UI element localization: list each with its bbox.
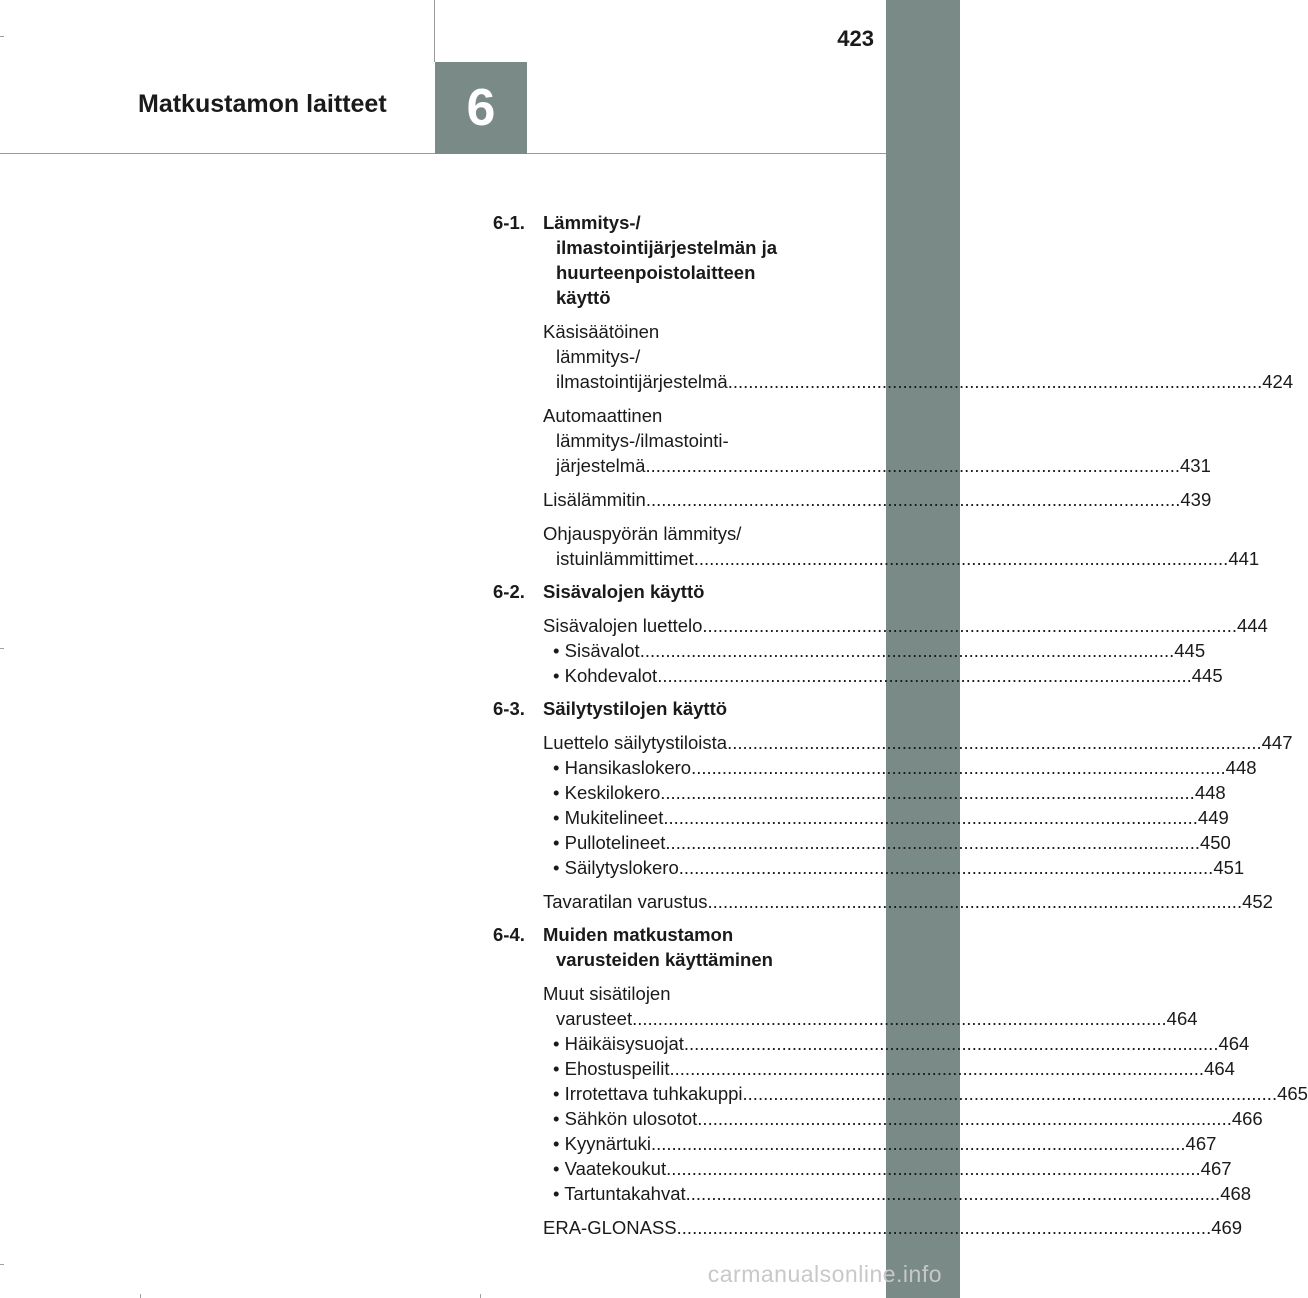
section-title-line: Sisävalojen käyttö: [543, 581, 705, 602]
page-ref: 445: [1191, 665, 1223, 686]
dot-leader: [632, 1008, 1167, 1029]
toc-bullet-row[interactable]: [543, 1156, 1232, 1181]
section-title-line: ilmastointijärjestelmän ja: [556, 237, 778, 258]
toc-entry-text: • Kohdevalot: [553, 665, 658, 686]
toc-entry-line: Automaattinen: [543, 405, 663, 426]
toc-bullet-row[interactable]: [543, 855, 1245, 880]
page-ref: 464: [1218, 1033, 1250, 1054]
dot-leader: [728, 371, 1263, 392]
dot-leader: [708, 889, 1243, 914]
chapter-number-box: [435, 62, 527, 154]
toc-bullet-row[interactable]: [543, 1106, 1263, 1131]
toc-entry-text: • Irrotettava tuhkakuppi: [553, 1083, 743, 1104]
page-number: 423: [837, 26, 874, 51]
dot-leader: [684, 1031, 1219, 1056]
dot-leader: [646, 487, 1181, 512]
page-ref: 452: [1242, 891, 1273, 912]
toc-row[interactable]: [543, 613, 1268, 638]
toc-row[interactable]: [543, 730, 1293, 755]
toc-entry-text: Tavaratilan varustus: [543, 891, 708, 912]
page-ref: 447: [1261, 732, 1293, 753]
dot-leader: [670, 1056, 1205, 1081]
toc-entry: [543, 1215, 1243, 1240]
toc-row[interactable]: [543, 1006, 1198, 1031]
page-ref: 449: [1197, 807, 1229, 828]
dot-leader: [645, 455, 1180, 476]
dot-leader: [666, 1156, 1201, 1181]
toc-entry: [543, 487, 1212, 512]
dot-leader: [743, 1081, 1278, 1106]
toc-row[interactable]: [543, 453, 1211, 478]
page-ref: 467: [1200, 1158, 1232, 1179]
toc-entry-text: Luettelo säilytystiloista: [543, 732, 728, 753]
page-ref: 464: [1166, 1008, 1198, 1029]
dot-leader: [694, 548, 1229, 569]
dot-leader: [677, 1215, 1212, 1240]
dot-leader: [727, 730, 1262, 755]
toc-entry-text: • Tartuntakahvat: [553, 1183, 686, 1204]
toc-entry-line: lämmitys-/: [556, 346, 641, 367]
section-number: 6-3.: [493, 698, 525, 719]
section-title: [543, 696, 827, 721]
dot-leader: [663, 805, 1198, 830]
page-ref: 451: [1213, 857, 1245, 878]
section-heading: [493, 579, 827, 604]
toc-bullet-row[interactable]: [543, 663, 1223, 688]
toc-entry-text: • Säilytyslokero: [553, 857, 679, 878]
chapter-title: Matkustamon laitteet: [138, 90, 387, 118]
toc-entry-text: • Pullotelineet: [553, 832, 666, 853]
page-ref: 468: [1220, 1183, 1252, 1204]
toc-section: [493, 579, 1268, 688]
crop-mark: [140, 1294, 141, 1298]
toc-entry: [543, 403, 1211, 478]
section-number: 6-1.: [493, 212, 525, 233]
page-ref: 450: [1199, 832, 1231, 853]
toc-entry: [543, 521, 1260, 571]
toc-row[interactable]: [543, 487, 1212, 512]
page-ref: 431: [1180, 455, 1211, 476]
section-title: [543, 922, 827, 972]
crop-mark: [0, 1264, 4, 1265]
toc-entry-text: • Keskilokero: [553, 782, 661, 803]
chapter-number: 6: [466, 79, 496, 137]
page-ref: 441: [1228, 548, 1260, 569]
toc-row[interactable]: [543, 546, 1260, 571]
page-ref: 465: [1277, 1083, 1308, 1104]
section-title-line: huurteenpoistolaitteen: [556, 262, 756, 283]
toc-entry-text: Lisälämmitin: [543, 489, 646, 510]
toc-entry: [543, 613, 1268, 688]
section-number: 6-4.: [493, 924, 525, 945]
toc-entry-text: • Häikäisysuojat: [553, 1033, 684, 1054]
toc-bullet-row[interactable]: [543, 805, 1229, 830]
section-heading: [493, 922, 827, 972]
toc-entry-text: • Sähkön ulosotot: [553, 1108, 698, 1129]
toc-row[interactable]: [543, 889, 1273, 914]
section-entries: [543, 730, 1293, 914]
page-ref: 466: [1231, 1108, 1263, 1129]
section-title-line: Lämmitys-/: [543, 212, 641, 233]
toc-entry-text: • Ehostuspeilit: [553, 1058, 670, 1079]
page-ref: 448: [1225, 757, 1257, 778]
toc-bullet-row[interactable]: [543, 780, 1226, 805]
toc-entry: [543, 319, 1294, 394]
section-title-line: Säilytystilojen käyttö: [543, 698, 728, 719]
dot-leader: [640, 638, 1175, 663]
toc-section: [493, 922, 1308, 1240]
dot-leader: [691, 755, 1226, 780]
toc-bullet-row[interactable]: [543, 1081, 1308, 1106]
page-ref: 439: [1180, 489, 1212, 510]
toc-entry: [543, 889, 1273, 914]
section-number: 6-2.: [493, 581, 525, 602]
dot-leader: [702, 613, 1237, 638]
section-heading: [493, 696, 827, 721]
toc-bullet-row[interactable]: [543, 1031, 1250, 1056]
page-ref: 424: [1262, 371, 1294, 392]
toc-entry-text: • Hansikaslokero: [553, 757, 692, 778]
section-title: [543, 210, 827, 310]
section-title-line: varusteiden käyttäminen: [556, 949, 773, 970]
crop-mark: [0, 648, 4, 649]
page-ref: 469: [1211, 1217, 1243, 1238]
toc-entry-line: Ohjauspyörän lämmitys/: [543, 523, 742, 544]
toc-entry: [543, 981, 1308, 1206]
section-entries: [543, 613, 1268, 688]
section-entries: [543, 981, 1308, 1240]
toc-section: [493, 696, 1293, 914]
toc-bullet-row[interactable]: [543, 1056, 1235, 1081]
toc-section: [493, 210, 1294, 571]
toc-entry-text: • Vaatekoukut: [553, 1158, 667, 1179]
page-ref: 448: [1194, 782, 1226, 803]
dot-leader: [660, 780, 1195, 805]
toc-row[interactable]: [543, 369, 1294, 394]
toc-entry-line: Käsisäätöinen: [543, 321, 660, 342]
section-title-line: käyttö: [556, 287, 611, 308]
toc-bullet-row[interactable]: [543, 1181, 1252, 1206]
toc-entry-text: Sisävalojen luettelo: [543, 615, 703, 636]
toc-entry-text: järjestelmä: [556, 455, 646, 476]
toc-entry-text: varusteet: [556, 1008, 633, 1029]
page-ref: 445: [1174, 640, 1206, 661]
dot-leader: [686, 1181, 1221, 1206]
toc-bullet-row[interactable]: [543, 755, 1257, 780]
toc-entry-text: • Mukitelineet: [553, 807, 664, 828]
page-ref: 464: [1204, 1058, 1235, 1079]
page-ref: 467: [1185, 1133, 1217, 1154]
toc-bullet-row[interactable]: [543, 830, 1231, 855]
dot-leader: [697, 1106, 1232, 1131]
watermark: carmanualsonline.info: [707, 1261, 942, 1287]
header-divider: [434, 0, 435, 62]
page-ref: 444: [1236, 615, 1268, 636]
toc-entry-text: ERA-GLONASS: [543, 1217, 677, 1238]
toc-entry: [543, 730, 1293, 880]
toc-row[interactable]: [543, 1215, 1243, 1240]
toc-entry-line: Muut sisätilojen: [543, 983, 671, 1004]
section-title: [543, 579, 827, 604]
crop-mark: [0, 36, 4, 37]
toc-entry-text: • Sisävalot: [553, 640, 640, 661]
dot-leader: [679, 855, 1214, 880]
toc-bullet-row[interactable]: [543, 1131, 1217, 1156]
dot-leader: [665, 830, 1200, 855]
toc-bullet-row[interactable]: [543, 638, 1206, 663]
dot-leader: [657, 663, 1192, 688]
dot-leader: [651, 1131, 1186, 1156]
toc-entry-text: • Kyynärtuki: [553, 1133, 651, 1154]
crop-mark: [480, 1294, 481, 1298]
toc-entry-text: ilmastointijärjestelmä: [556, 371, 728, 392]
table-of-contents: [493, 210, 1308, 1248]
toc-entry-text: istuinlämmittimet: [556, 548, 694, 569]
section-entries: [543, 319, 1294, 571]
section-title-line: Muiden matkustamon: [543, 924, 734, 945]
toc-entry-line: lämmitys-/ilmastointi-: [556, 430, 729, 451]
section-heading: [493, 210, 827, 310]
